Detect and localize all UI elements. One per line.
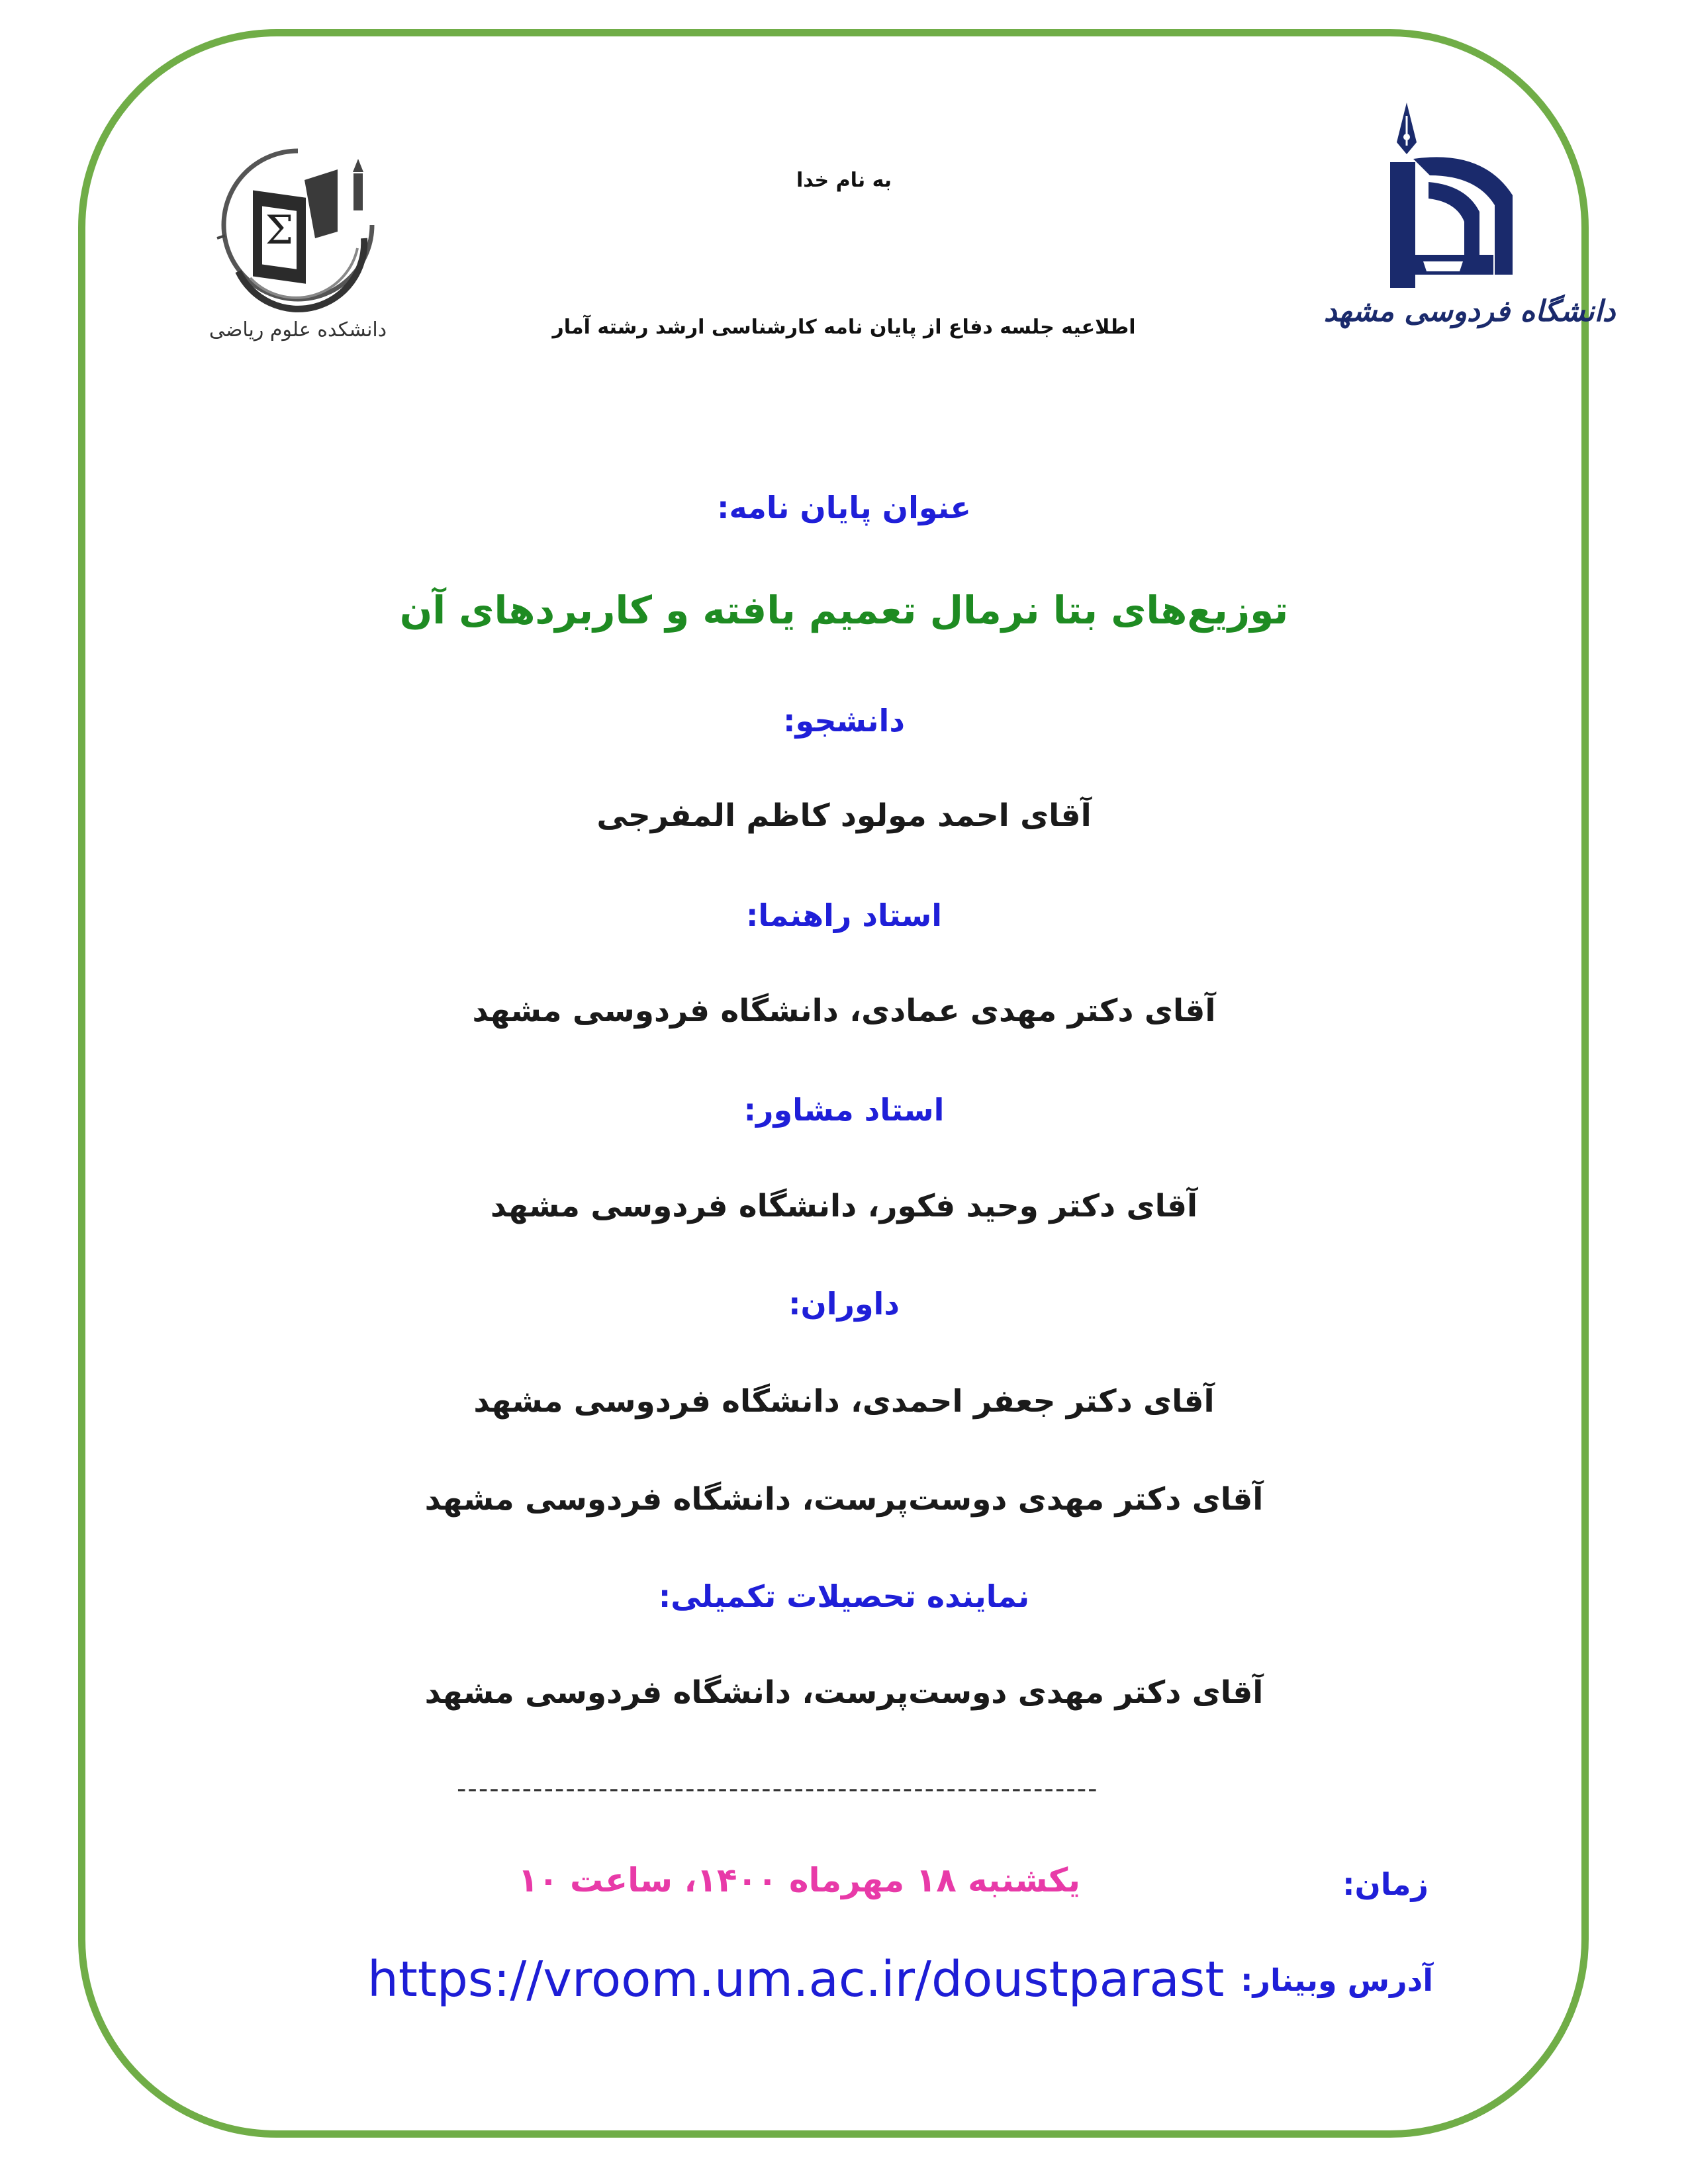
- graduate-rep-label: نماینده تحصیلات تکمیلی:: [658, 1578, 1030, 1614]
- supervisor-name: آقای دکتر مهدی عمادی، دانشگاه فردوسی مشهد: [472, 993, 1216, 1029]
- bismillah: به نام خدا: [796, 169, 892, 192]
- svg-text:دانشکده علوم ریاضی: دانشکده علوم ریاضی: [209, 318, 387, 341]
- advisor-label: استاد مشاور:: [743, 1092, 945, 1128]
- student-name: آقای احمد مولود کاظم المفرجی: [596, 797, 1092, 834]
- svg-text:دانشگاه فردوسی مشهد: دانشگاه فردوسی مشهد: [1323, 295, 1616, 328]
- separator-line: -----------------------------------------------------------: [457, 1774, 1099, 1804]
- referee-name: آقای دکتر مهدی دوست‌پرست، دانشگاه فردوسی مشهد: [424, 1481, 1264, 1518]
- time-value: یکشنبه ۱۸ مهرماه ۱۴۰۰، ساعت ۱۰: [518, 1861, 1080, 1899]
- ferdowsi-university-logo-icon: [1323, 96, 1616, 347]
- advisor-name: آقای دکتر وحید فکور، دانشگاه فردوسی مشهد: [490, 1188, 1198, 1224]
- announcement: اطلاعیه جلسه دفاع از پایان نامه کارشناسی ارشد رشته آمار: [552, 316, 1136, 339]
- student-label: دانشجو:: [783, 703, 905, 739]
- referee-name: آقای دکتر جعفر احمدی، دانشگاه فردوسی مشهد: [473, 1383, 1215, 1420]
- webinar-label: آدرس وبینار:: [1241, 1962, 1433, 1998]
- graduate-rep-name: آقای دکتر مهدی دوست‌پرست، دانشگاه فردوسی مشهد: [424, 1674, 1264, 1711]
- referees-label: داوران:: [788, 1286, 900, 1322]
- supervisor-label: استاد راهنما:: [745, 897, 943, 933]
- thesis-title-label: عنوان پایان نامه:: [717, 490, 971, 525]
- thesis-title: توزیع‌های بتا نرمال تعمیم یافته و کاربردهای آن: [399, 588, 1289, 633]
- svg-text:Σ: Σ: [265, 207, 294, 253]
- webinar-url-link[interactable]: https://vroom.um.ac.ir/doustparast: [367, 1951, 1225, 2008]
- time-label: زمان:: [1342, 1866, 1429, 1902]
